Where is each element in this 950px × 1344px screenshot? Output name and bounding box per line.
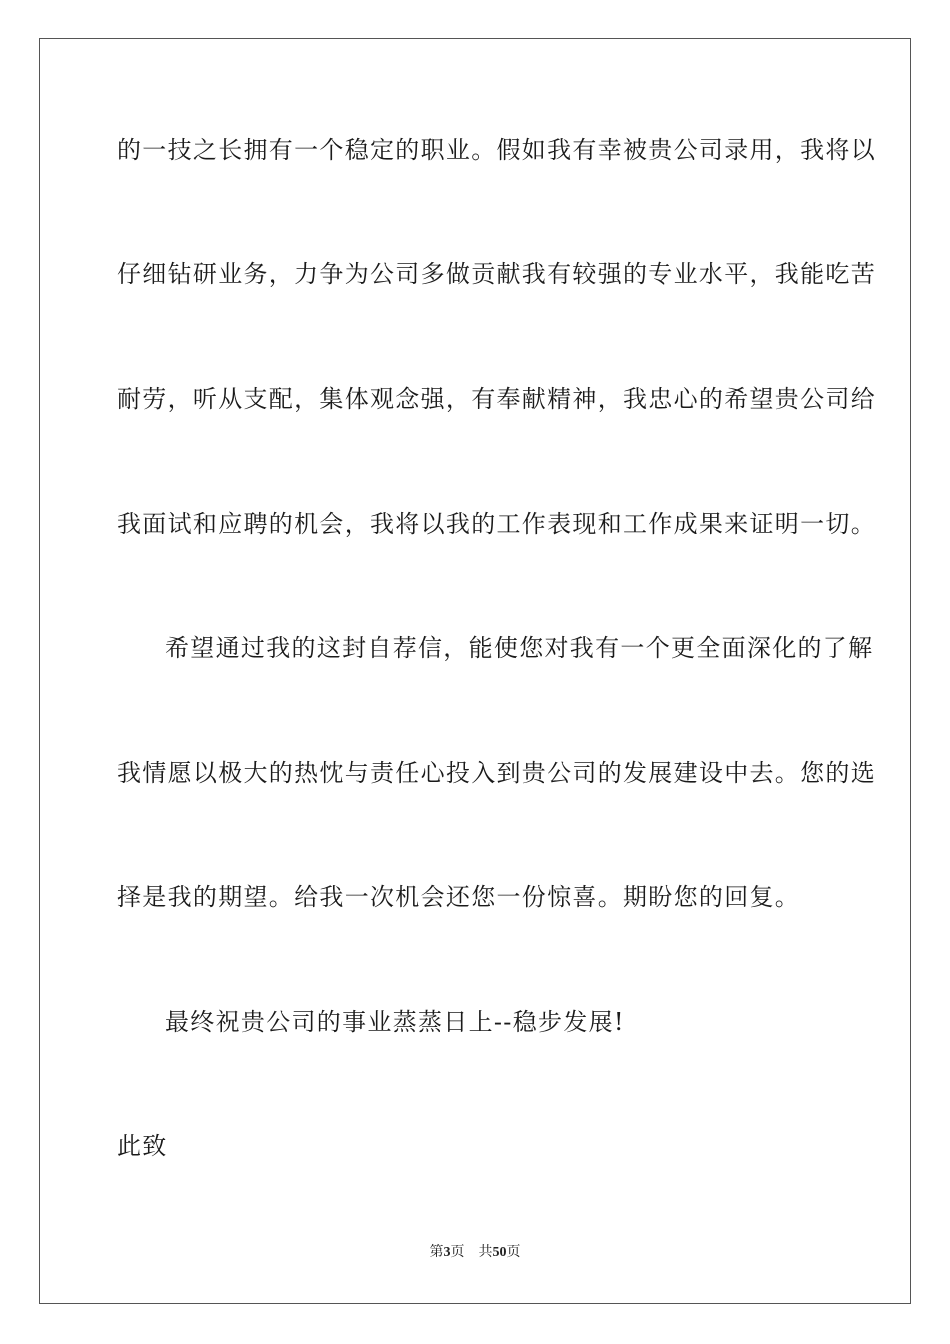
footer-total-pages: 50 xyxy=(492,1245,507,1260)
footer-total-suffix: 页 xyxy=(506,1245,521,1260)
salutation-line: 此致 xyxy=(117,1132,168,1160)
closing-wish-line: 最终祝贵公司的事业蒸蒸日上--稳步发展! xyxy=(165,1008,625,1036)
body-text-line-5: 希望通过我的这封自荐信，能使您对我有一个更全面深化的了解 xyxy=(165,634,874,662)
footer-total-prefix: 共 xyxy=(478,1245,493,1260)
body-text-line-4: 我面试和应聘的机会，我将以我的工作表现和工作成果来证明一切。 xyxy=(117,510,876,538)
footer-page-suffix: 页 xyxy=(450,1245,465,1260)
page-footer xyxy=(0,1244,950,1262)
footer-page-prefix: 第 xyxy=(429,1245,444,1260)
body-text-line-3: 耐劳，听从支配，集体观念强，有奉献精神，我忠心的希望贵公司给 xyxy=(117,385,876,413)
body-text-line-1: 的一技之长拥有一个稳定的职业。假如我有幸被贵公司录用，我将以 xyxy=(117,136,876,164)
body-text-line-7: 择是我的期望。给我一次机会还您一份惊喜。期盼您的回复。 xyxy=(117,883,801,911)
body-text-line-6: 我情愿以极大的热忱与责任心投入到贵公司的发展建设中去。您的选 xyxy=(117,759,876,787)
page-frame xyxy=(39,38,911,1304)
body-text-line-2: 仔细钻研业务，力争为公司多做贡献我有较强的专业水平，我能吃苦 xyxy=(117,260,876,288)
footer-page-number: 3 xyxy=(443,1245,451,1260)
